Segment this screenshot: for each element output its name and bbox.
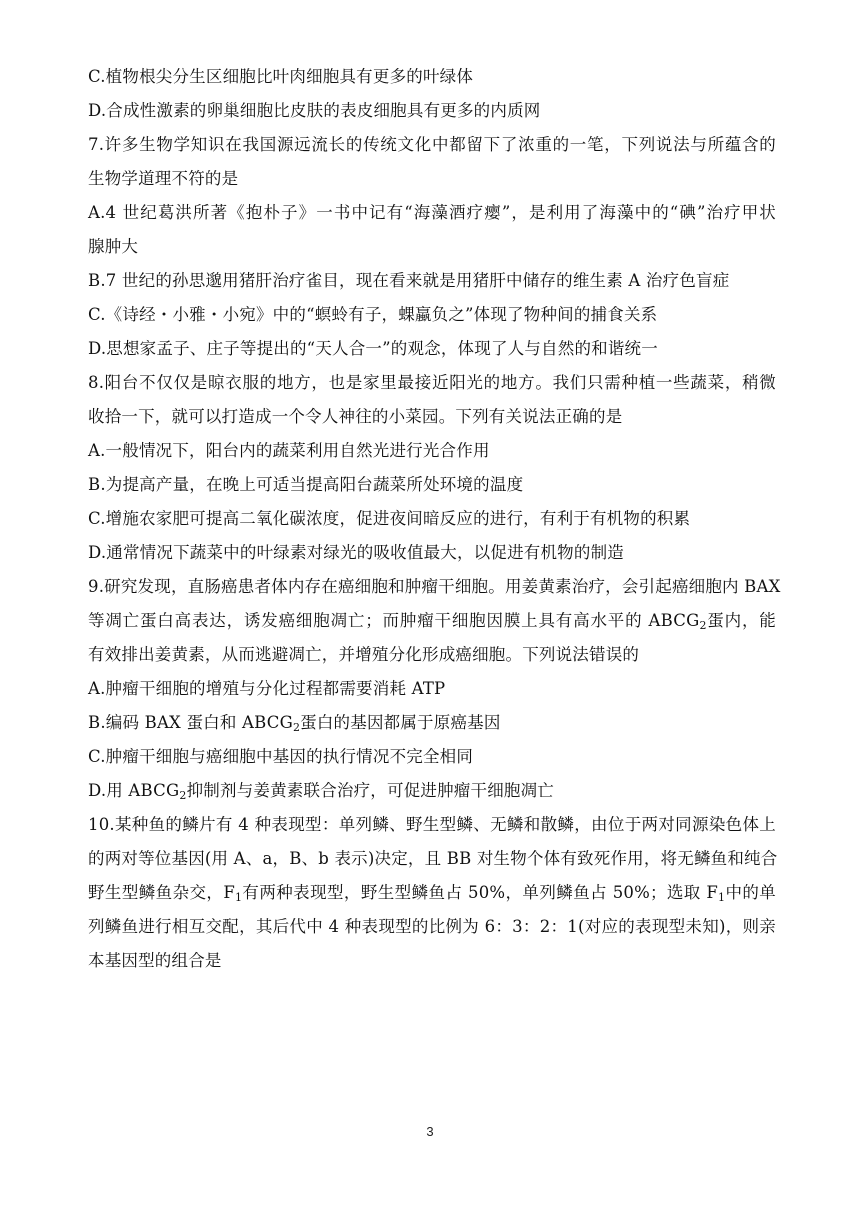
text-segment: 野生型鳞鱼杂交，F <box>88 883 235 902</box>
text-line: C.《诗经・小雅・小宛》中的“螟蛉有子，蜾蠃负之”体现了物种间的捕食关系 <box>88 305 658 324</box>
text-line: 的两对等位基因(用 A、a，B、b 表示)决定，且 BB 对生物个体有致死作用，将无鳞鱼和纯合 <box>88 849 778 868</box>
text-line: D.思想家孟子、庄子等提出的“天人合一”的观念，体现了人与自然的和谐统一 <box>88 339 658 358</box>
text-line: C.植物根尖分生区细胞比叶肉细胞具有更多的叶绿体 <box>88 67 474 86</box>
text-line: 腺肿大 <box>88 237 139 256</box>
text-line: 有效排出姜黄素，从而逃避凋亡，并增殖分化形成癌细胞。下列说法错误的 <box>88 645 640 664</box>
text-line <box>88 604 776 638</box>
text-segment: 有两种表现型，野生型鳞鱼占 50%，单列鳞鱼占 50%；选取 F <box>242 883 719 902</box>
page-number: 3 <box>426 1124 434 1139</box>
text-line: 9.研究发现，直肠癌患者体内存在癌细胞和肿瘤干细胞。用姜黄素治疗，会引起癌细胞内 BAX <box>88 577 781 596</box>
text-segment: 抑制剂与姜黄素联合治疗，可促进肿瘤干细胞凋亡 <box>186 781 554 800</box>
text-segment: 蛋白的基因都属于原癌基因 <box>300 713 501 732</box>
text-line: 生物学道理不符的是 <box>88 169 239 188</box>
text-line: C.增施农家肥可提高二氧化碳浓度，促进夜间暗反应的进行，有利于有机物的积累 <box>88 509 691 528</box>
text-line: 7.许多生物学知识在我国源远流长的传统文化中都留下了浓重的一笔，下列说法与所蕴含的 <box>88 135 776 154</box>
text-segment: 中的单 <box>725 883 776 902</box>
text-line: C.肿瘤干细胞与癌细胞中基因的执行情况不完全相同 <box>88 747 474 766</box>
text-line: 10.某种鱼的鳞片有 4 种表现型：单列鳞、野生型鳞、无鳞和散鳞，由位于两对同源染色体上 <box>88 815 776 834</box>
subscript: 2 <box>699 619 707 632</box>
text-segment: D.用 ABCG <box>88 781 180 800</box>
subscript: 1 <box>235 891 243 904</box>
text-line: 8.阳台不仅仅是晾衣服的地方，也是家里最接近阳光的地方。我们只需种植一些蔬菜，稍微 <box>88 373 776 392</box>
text-line: 收拾一下，就可以打造成一个令人神往的小菜园。下列有关说法正确的是 <box>88 407 623 426</box>
text-line: D.通常情况下蔬菜中的叶绿素对绿光的吸收值最大，以促进有机物的制造 <box>88 543 624 562</box>
subscript: 2 <box>292 721 301 734</box>
text-line: B.7 世纪的孙思邈用猪肝治疗雀目，现在看来就是用猪肝中储存的维生素 A 治疗色盲症 <box>88 271 730 290</box>
text-segment: 等凋亡蛋白高表达，诱发癌细胞凋亡；而肿瘤干细胞因膜上具有高水平的 ABCG <box>88 611 700 630</box>
text-line: A.4 世纪葛洪所著《抱朴子》一书中记有“海藻酒疗瘿”，是利用了海藻中的“碘”治疗甲状 <box>88 203 776 222</box>
text-line <box>88 876 776 910</box>
text-line: A.肿瘤干细胞的增殖与分化过程都需要消耗 ATP <box>88 679 446 698</box>
text-segment: 蛋内，能 <box>706 611 776 630</box>
text-segment: B.编码 BAX 蛋白和 ABCG <box>88 713 293 732</box>
subscript: 2 <box>179 789 187 802</box>
text-line: 列鳞鱼进行相互交配，其后代中 4 种表现型的比例为 6：3：2：1(对应的表现型未知)，则亲 <box>88 917 776 936</box>
text-line: B.为提高产量，在晚上可适当提高阳台蔬菜所处环境的温度 <box>88 475 524 494</box>
text-line: D.合成性激素的卵巢细胞比皮肤的表皮细胞具有更多的内质网 <box>88 101 541 120</box>
text-line: 本基因型的组合是 <box>88 951 222 970</box>
text-line <box>88 774 776 808</box>
document-page <box>88 60 781 978</box>
subscript: 1 <box>718 891 726 904</box>
text-line: A.一般情况下，阳台内的蔬菜利用自然光进行光合作用 <box>88 441 490 460</box>
text-line <box>88 706 776 740</box>
